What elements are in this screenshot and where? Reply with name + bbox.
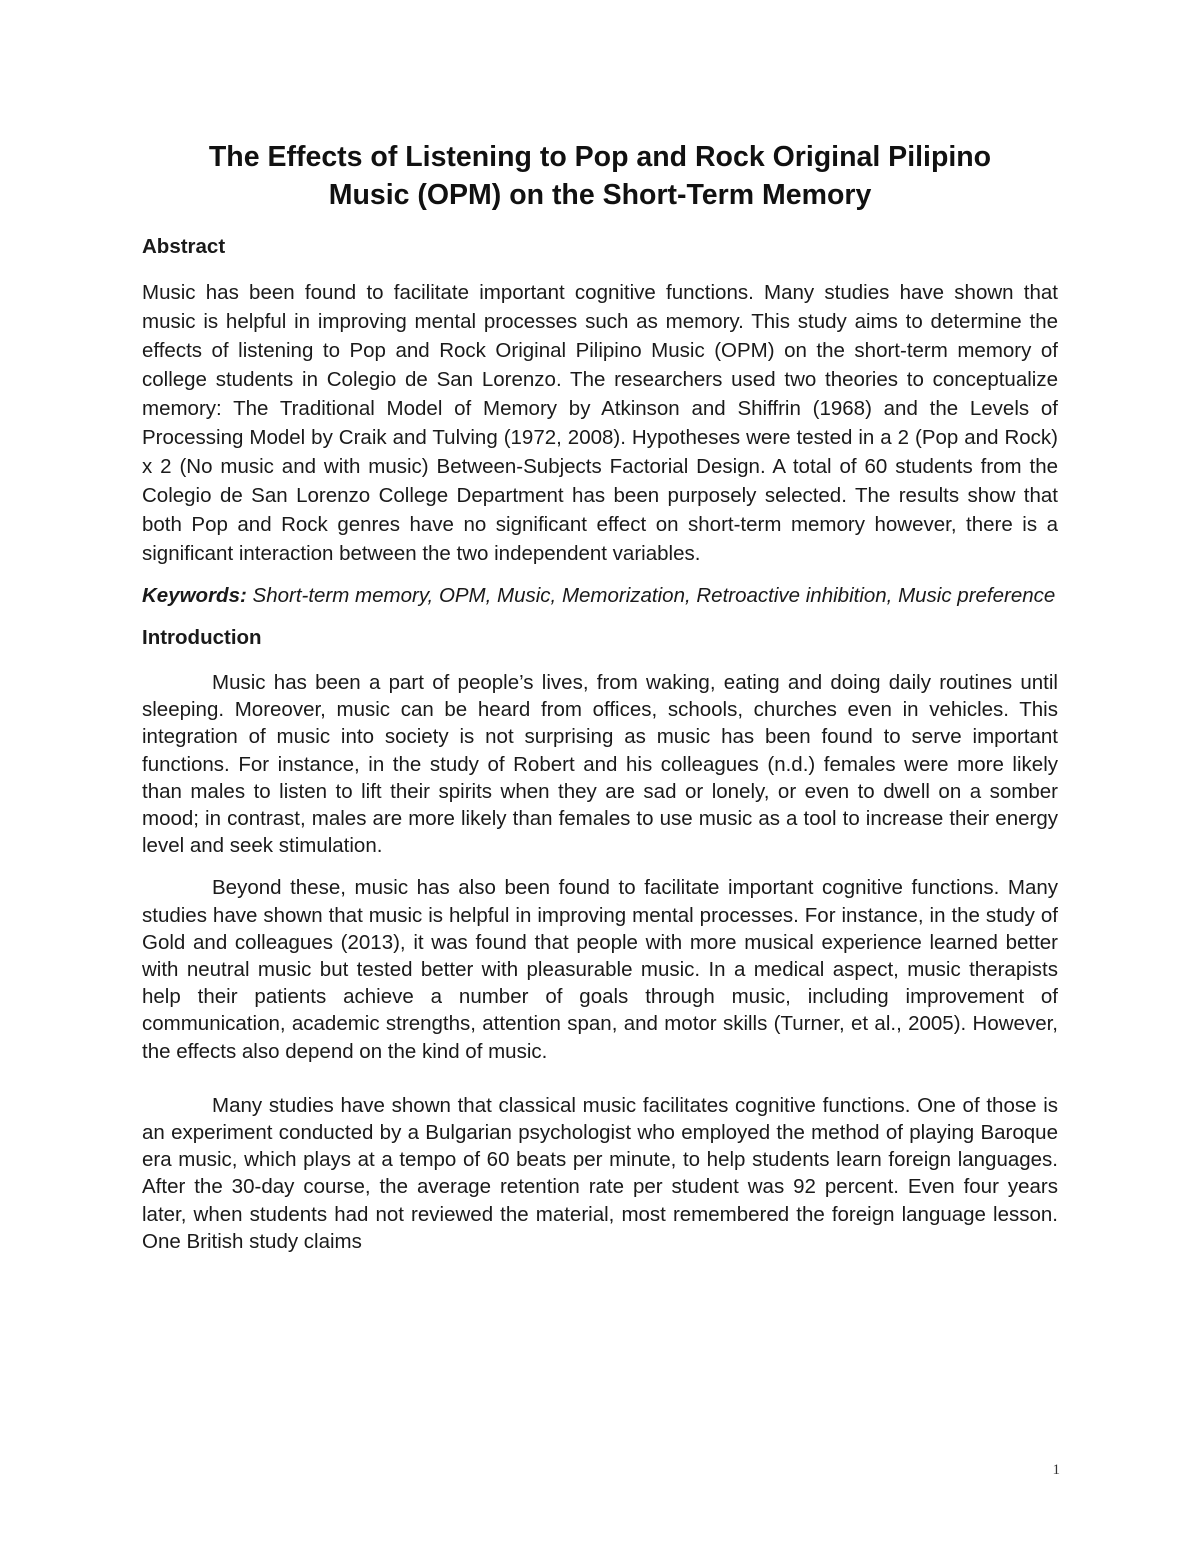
- title-line-2: Music (OPM) on the Short-Term Memory: [328, 179, 872, 211]
- title-line-1: The Effects of Listening to Pop and Rock Original Pilipino: [208, 141, 992, 173]
- intro-paragraph-1: Music has been a part of people’s lives, from waking, eating and doing daily routines until sleeping. Moreover, music can be heard from offices, schools, churches even in vehicles. This integration of music into society is not surprising as music has been found to serve important functions. For instance, in the study of Robert and his colleagues (n.d.) females were more likely than males to listen to lift their spirits when they are sad or lonely, or even to dwell on a somber mood; in contrast, males are more likely than females to use music as a tool to increase their energy level and seek stimulation.: [142, 671, 1058, 858]
- page-number: 1: [1052, 1462, 1060, 1478]
- abstract-text: Music has been found to facilitate important cognitive functions. Many studies have shown that music is helpful in improving mental processes such as memory. This study aims to determine the effects of listening to Pop and Rock Original Pilipino Music (OPM) on the short-term memory of college students in Colegio de San Lorenzo. The researchers used two theories to conceptualize memory: The Traditional Model of Memory by Atkinson and Shiffrin (1968) and the Levels of Processing Model by Craik and Tulving (1972, 2008). Hypotheses were tested in a 2 (Pop and Rock) x 2 (No music and with music) Between-Subjects Factorial Design. A total of 60 students from the Colegio de San Lorenzo College Department has been purposely selected. The results show that both Pop and Rock genres have no significant effect on short-term memory however, there is a significant interaction between the two independent variables.: [142, 281, 1058, 565]
- intro-paragraph-2: Beyond these, music has also been found to facilitate important cognitive functions. Many studies have shown that music is helpful in improving mental processes. For instance, in the study of Gold and colleagues (2013), it was found that people with more musical experience learned better with neutral music but tested better with pleasurable music. In a medical aspect, music therapists help their patients achieve a number of goals through music, including improvement of communication, academic strengths, attention span, and motor skills (Turner, et al., 2005). However, the effects also depend on the kind of music.: [142, 876, 1058, 1063]
- introduction-heading: Introduction: [142, 626, 262, 649]
- intro-paragraph-3: Many studies have shown that classical music facilitates cognitive functions. One of those is an experiment conducted by a Bulgarian psychologist who employed the method of playing Baroque era music, which plays at a tempo of 60 beats per minute, to help students learn foreign languages. After the 30-day course, the average retention rate per student was 92 percent. Even four years later, when students had not reviewed the material, most remembered the foreign language lesson. One British study claims: [142, 1093, 1058, 1253]
- abstract-heading: Abstract: [142, 235, 226, 258]
- page-content: [142, 138, 1058, 1255]
- paper-title: [142, 138, 1058, 214]
- keywords: [142, 581, 1058, 610]
- keywords-text: Short-term memory, OPM, Music, Memorization, Retroactive inhibition, Music preference: [252, 584, 1056, 607]
- keywords-label: Keywords:: [142, 584, 247, 607]
